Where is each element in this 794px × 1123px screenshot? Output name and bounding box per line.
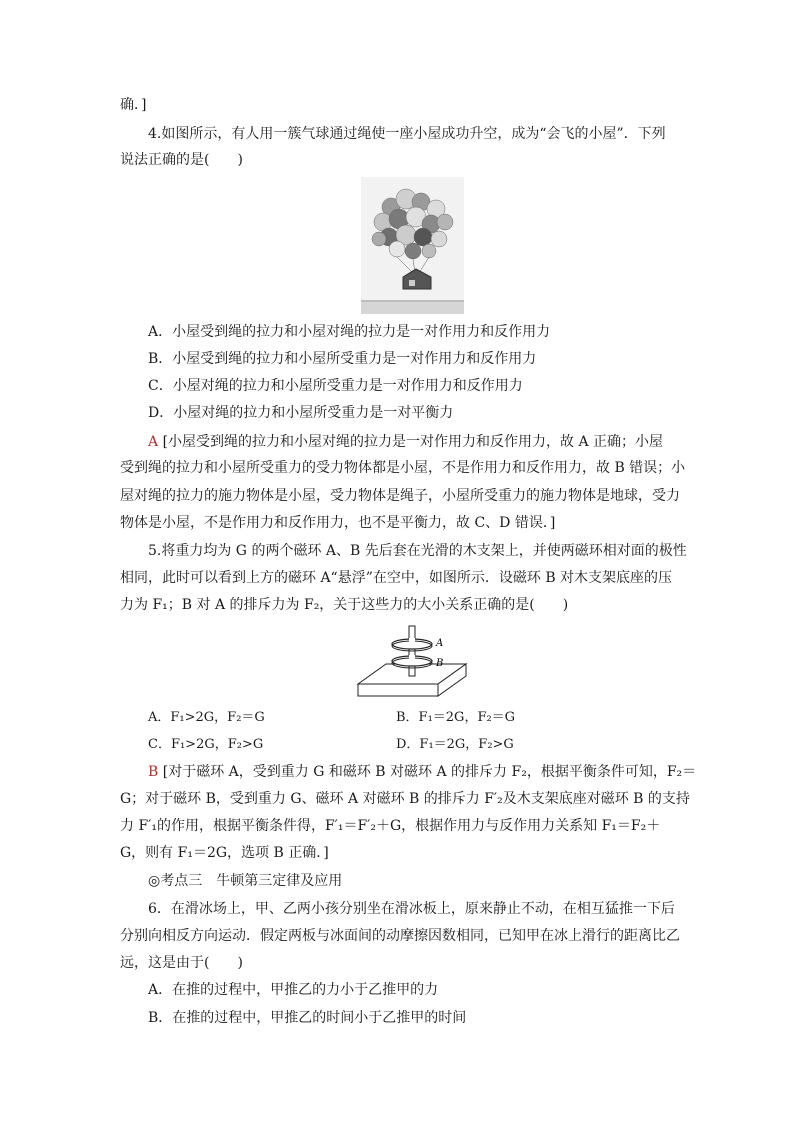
question-5-stem-cont: 相同，此时可以看到上方的磁环 A“悬浮”在空中，如图所示．设磁环 B 对木支架底座的压: [120, 570, 673, 586]
q4-explanation-line: [148, 434, 663, 450]
q4-option-c: C．小屋对绳的拉力和小屋所受重力是一对作用力和反作用力: [148, 378, 523, 394]
q5-option-b: B．F₁＝2G，F₂＝G: [396, 710, 516, 725]
q4-option-a: A．小屋受到绳的拉力和小屋对绳的拉力是一对作用力和反作用力: [148, 324, 551, 340]
question-6-stem-cont: 分别向相反方向运动．假定两板与冰面间的动摩擦因数相同，已知甲在冰上滑行的距离比乙: [120, 928, 680, 944]
magnet-ring-diagram: [356, 624, 468, 700]
q4-explanation: 屋对绳的拉力的施力物体是小屋，受力物体是绳子，小屋所受重力的施力物体是地球，受力: [120, 488, 680, 504]
section-heading: ◎考点三 牛顿第三定律及应用: [148, 873, 343, 889]
q5-explanation: G，则有 F₁＝2G，选项 B 正确．]: [120, 845, 329, 861]
q4-option-d: D．小屋对绳的拉力和小屋所受重力是一对平衡力: [148, 405, 454, 421]
q4-explanation: 物体是小屋，不是作用力和反作用力，也不是平衡力，故 C、D 错误．]: [120, 515, 556, 531]
q5-option-c: C．F₁>2G，F₂>G: [148, 737, 264, 752]
q4-explanation: 受到绳的拉力和小屋所受重力的受力物体都是小屋，不是作用力和反作用力，故 B 错误；小: [120, 460, 686, 476]
question-4-stem: 4.如图所示，有人用一簇气球通过绳使一座小屋成功升空，成为“会飞的小屋”．下列: [148, 126, 666, 142]
question-5-stem-cont: 力为 F₁；B 对 A 的排斥力为 F₂，关于这些力的大小关系正确的是( ): [120, 597, 569, 613]
q5-explanation: G；对于磁环 B，受到重力 G、磁环 A 对磁环 B 的排斥力 F′₂及木支架底座对磁环 B 的支持: [120, 791, 690, 807]
answer-label: A: [148, 434, 159, 450]
q5-explanation-line: [148, 764, 696, 780]
balloon-house-image: [361, 177, 464, 314]
q4-option-b: B．小屋受到绳的拉力和小屋所受重力是一对作用力和反作用力: [148, 351, 537, 367]
q5-option-a: A．F₁>2G，F₂＝G: [148, 710, 265, 725]
ring-a-label: A: [436, 638, 444, 649]
question-4-stem-cont: 说法正确的是( ): [120, 152, 243, 168]
question-6-stem-cont: 远，这是由于( ): [120, 955, 243, 971]
flying-house-photo: [361, 177, 464, 314]
explanation-text: [小屋受到绳的拉力和小屋对绳的拉力是一对作用力和反作用力，故 A 正确；小屋: [162, 434, 664, 450]
explanation-text: [对于磁环 A，受到重力 G 和磁环 B 对磁环 A 的排斥力 F₂，根据平衡条件可知，F₂＝: [162, 764, 697, 780]
question-5-stem: 5.将重力均为 G 的两个磁环 A、B 先后套在光滑的木支架上，并使两磁环相对面的极性: [148, 543, 687, 559]
q5-option-d: D．F₁＝2G，F₂>G: [396, 737, 514, 752]
ring-b-label: B: [436, 658, 444, 669]
q6-option-a: A．在推的过程中，甲推乙的力小于乙推甲的力: [148, 982, 439, 998]
text-line: 确．]: [120, 97, 147, 113]
q5-explanation: 力 F′₁的作用，根据平衡条件得，F′₁＝F′₂＋G，根据作用力与反作用力关系知 F₁＝F₂＋: [120, 818, 661, 834]
answer-label: B: [148, 764, 159, 780]
q6-option-b: B．在推的过程中，甲推乙的时间小于乙推甲的时间: [148, 1010, 467, 1026]
question-6-stem: 6．在滑冰场上，甲、乙两小孩分别坐在滑冰板上，原来静止不动，在相互猛推一下后: [148, 901, 675, 917]
